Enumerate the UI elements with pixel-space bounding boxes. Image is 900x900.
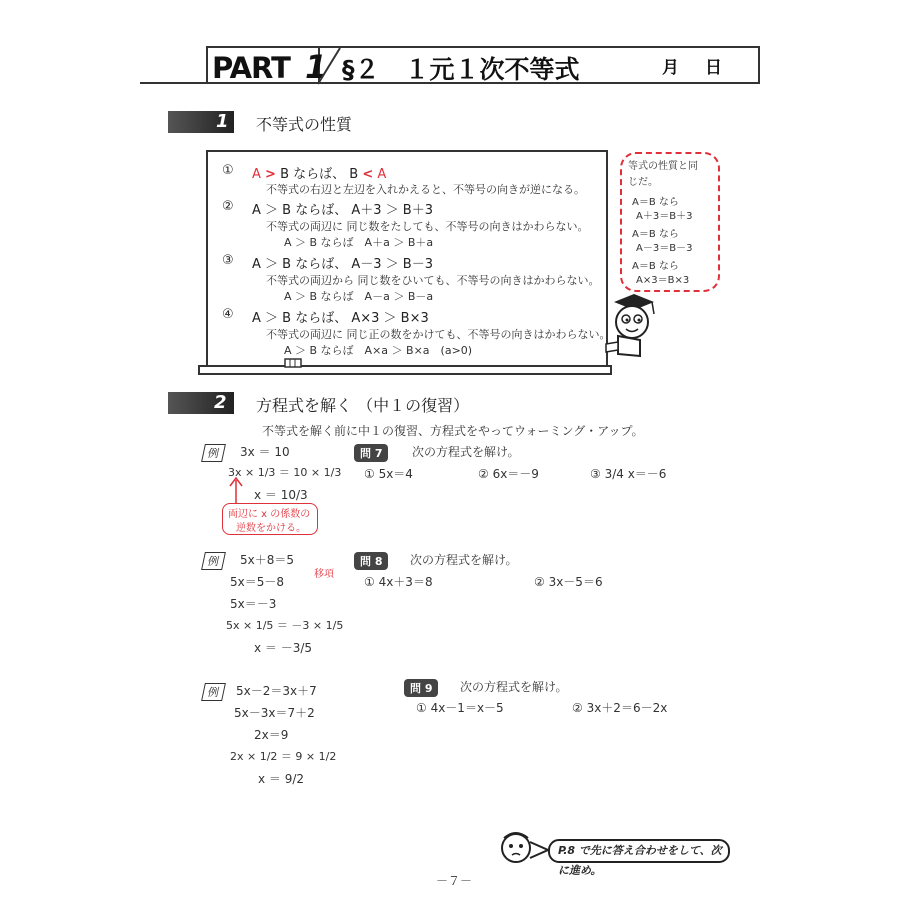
example-2-line-3: 5x＝－3 bbox=[230, 597, 277, 611]
item-2-rule: A ＞ B ならば、 A＋3 ＞ B＋3 bbox=[252, 203, 433, 218]
item-4-example: A ＞ B ならば A×a ＞ B×a (a>0) bbox=[284, 344, 473, 357]
bubble-line-8: A×3＝B×3 bbox=[636, 275, 690, 286]
example-3-line-1: 5x－2＝3x＋7 bbox=[236, 684, 317, 698]
date-label: 月日 bbox=[662, 58, 748, 78]
example-2-line-4: 5x × 1/5 ＝ －3 × 1/5 bbox=[226, 619, 344, 632]
question-7-item-2: ② 6x＝－9 bbox=[478, 467, 539, 481]
item-2-desc: 不等式の両辺に 同じ数をたしても、不等号の向きはかわらない。 bbox=[266, 220, 589, 233]
item-3-mark: ③ bbox=[222, 253, 234, 268]
question-8-badge: 問 8 bbox=[354, 550, 388, 570]
item-2-mark: ② bbox=[222, 199, 234, 214]
slash-divider bbox=[314, 46, 344, 86]
item-2-example: A ＞ B ならば A＋a ＞ B＋a bbox=[284, 236, 434, 249]
example-1-line-2: 3x × 1/3 ＝ 10 × 1/3 bbox=[228, 466, 342, 479]
section-2-number: 2 bbox=[214, 392, 227, 413]
footer-instruction: P.8 で先に答え合わせをして、次に進め。 bbox=[548, 839, 730, 863]
item-3-example: A ＞ B ならば A－a ＞ B－a bbox=[284, 290, 434, 303]
page-number: －７－ bbox=[436, 874, 473, 888]
section-title: §２ １元１次不等式 bbox=[342, 55, 580, 84]
item-1-mark: ① bbox=[222, 163, 234, 178]
bubble-line-7: A＝B なら bbox=[632, 261, 679, 272]
example-3-badge: 例 bbox=[203, 681, 224, 701]
example-3-line-4: 2x × 1/2 ＝ 9 × 1/2 bbox=[230, 750, 337, 763]
item-1-desc: 不等式の右辺と左辺を入れかえると、不等号の向きが逆になる。 bbox=[266, 183, 585, 196]
bubble-line-5: A＝B なら bbox=[632, 229, 679, 240]
eraser-icon bbox=[284, 358, 302, 368]
question-9-item-1: ① 4x－1＝x－5 bbox=[416, 701, 504, 715]
question-9-item-2: ② 3x＋2＝6－2x bbox=[572, 701, 668, 715]
example-1-note-line-1: 両辺に x の係数の bbox=[228, 509, 311, 520]
question-8-item-2: ② 3x－5＝6 bbox=[534, 575, 603, 589]
item-3-rule: A ＞ B ならば、 A－3 ＞ B－3 bbox=[252, 257, 433, 272]
item-1-rule: A > B ならば、 B < A bbox=[252, 167, 387, 182]
student-mascot-icon bbox=[494, 828, 550, 868]
example-1-note-line-2: 逆数をかける。 bbox=[236, 523, 306, 534]
chalkboard-ledge bbox=[198, 365, 612, 375]
item-4-desc: 不等式の両辺に 同じ正の数をかけても、不等号の向きはかわらない。 bbox=[266, 328, 611, 341]
example-2-note: 移項 bbox=[314, 569, 334, 580]
question-7-badge: 問 7 bbox=[354, 442, 388, 462]
item-4-rule: A ＞ B ならば、 A×3 ＞ B×3 bbox=[252, 311, 429, 326]
item-3-desc: 不等式の両辺から 同じ数をひいても、不等号の向きはかわらない。 bbox=[266, 274, 600, 287]
example-3-line-5: x ＝ 9/2 bbox=[258, 772, 305, 786]
item-4-mark: ④ bbox=[222, 307, 234, 322]
bubble-line-3: A＝B なら bbox=[632, 197, 679, 208]
question-8-text: 次の方程式を解け。 bbox=[410, 553, 518, 567]
question-8-item-1: ① 4x＋3＝8 bbox=[364, 575, 433, 589]
section-2-title: 方程式を解く （中１の復習） bbox=[256, 396, 470, 415]
question-9-badge: 問 9 bbox=[404, 677, 438, 697]
question-7-text: 次の方程式を解け。 bbox=[412, 445, 520, 459]
question-9-text: 次の方程式を解け。 bbox=[460, 680, 568, 694]
bubble-line-1: 等式の性質と同 bbox=[628, 161, 698, 172]
question-7-item-1: ① 5x＝4 bbox=[364, 467, 413, 481]
section-2-intro: 不等式を解く前に中１の復習、方程式をやってウォーミング・アップ。 bbox=[262, 424, 644, 438]
example-3-line-3: 2x＝9 bbox=[254, 728, 289, 742]
example-2-line-2: 5x＝5－8 bbox=[230, 575, 285, 589]
question-7-item-3: ③ 3/4 x＝－6 bbox=[590, 467, 667, 481]
bubble-line-6: A－3＝B－3 bbox=[636, 243, 693, 254]
example-1-line-3: x ＝ 10/3 bbox=[254, 488, 308, 502]
teacher-mascot-icon bbox=[600, 292, 660, 372]
bubble-line-4: A＋3＝B＋3 bbox=[636, 211, 693, 222]
example-3-line-2: 5x－3x＝7＋2 bbox=[234, 706, 315, 720]
section-1-title: 不等式の性質 bbox=[256, 115, 353, 134]
example-1-line-1: 3x ＝ 10 bbox=[240, 445, 290, 459]
arrow-icon bbox=[226, 476, 246, 506]
example-2-badge: 例 bbox=[203, 550, 224, 570]
example-2-line-5: x ＝ －3/5 bbox=[254, 641, 313, 655]
example-2-line-1: 5x＋8＝5 bbox=[240, 553, 295, 567]
example-1-badge: 例 bbox=[203, 442, 224, 462]
section-1-number: 1 bbox=[216, 111, 229, 132]
bubble-line-2: じだ。 bbox=[628, 177, 658, 188]
part-label: PART 1 bbox=[212, 48, 327, 86]
